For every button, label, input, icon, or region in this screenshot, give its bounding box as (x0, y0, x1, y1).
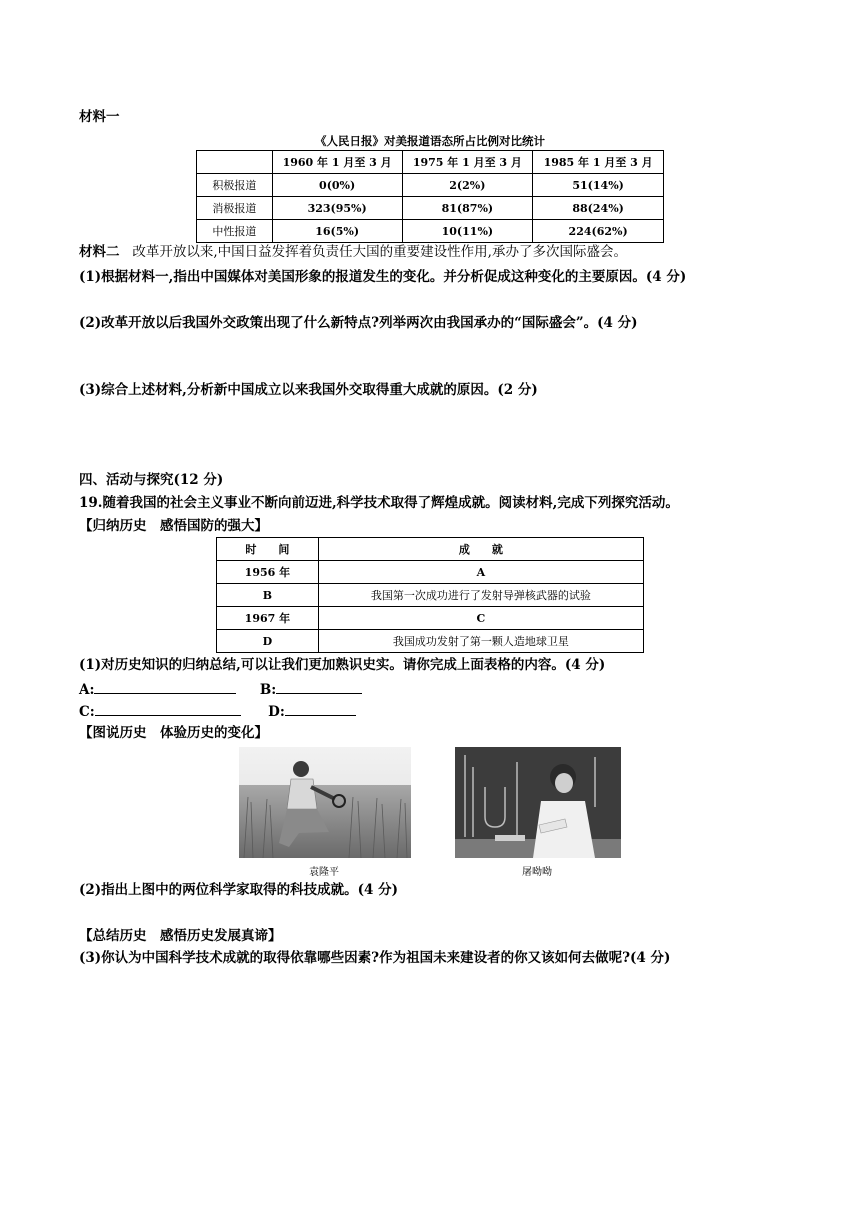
answer-row-ab (79, 680, 362, 699)
q19-part2: (2)指出上图中的两位科学家取得的科技成就。(4 分) (79, 882, 399, 898)
table-cell: 16(5%) (272, 220, 402, 243)
rice-scientist-photo (239, 747, 411, 858)
q19-intro: 19.随着我国的社会主义事业不断向前迈进,科学技术取得了辉煌成就。阅读材料,完成下列探究活动。 (79, 495, 679, 511)
q18-part3: (3)综合上述材料,分析新中国成立以来我国外交取得重大成就的原因。(2 分) (79, 382, 538, 398)
table-cell: 我国第一次成功进行了发射导弹核武器的试验 (318, 584, 643, 607)
part1-heading: 【归纳历史 感悟国防的强大】 (79, 518, 268, 534)
section4-title: 四、活动与探究(12 分) (79, 472, 224, 488)
lab-scientist-photo (455, 747, 621, 858)
table-cell: 1967 年 (217, 607, 319, 630)
table-cell: B (217, 584, 319, 607)
newspaper-stats-table (196, 150, 664, 243)
material2-label: 材料二 (79, 244, 120, 260)
table-row (217, 630, 644, 653)
table-cell: 224(62%) (533, 220, 664, 243)
table-cell: 我国成功发射了第一颗人造地球卫星 (318, 630, 643, 653)
table-header-cell: 成 就 (318, 538, 643, 561)
blank-a-field[interactable] (94, 680, 236, 694)
table-cell: 10(11%) (402, 220, 533, 243)
table-header-cell (197, 151, 273, 174)
table-cell: 51(14%) (533, 174, 664, 197)
table-row (217, 607, 644, 630)
material2 (79, 243, 627, 261)
table-row (197, 220, 664, 243)
table-cell: C (318, 607, 643, 630)
blank-b-label: B: (259, 682, 277, 698)
table-cell: 1956 年 (217, 561, 319, 584)
blank-d-label: D: (268, 704, 285, 720)
defense-achievements-table (216, 537, 644, 653)
q19-part3: (3)你认为中国科学技术成就的取得依靠哪些因素?作为祖国未来建设者的你又该如何去做呢?(4 分) (79, 950, 671, 966)
photo1-caption: 袁隆平 (309, 867, 339, 878)
table-row (217, 561, 644, 584)
table-header-row (197, 151, 664, 174)
table-header-cell: 1985 年 1 月至 3 月 (533, 151, 664, 174)
photo2-caption: 屠呦呦 (522, 867, 552, 878)
blank-d-field[interactable] (285, 702, 356, 716)
table-cell: 2(2%) (402, 174, 533, 197)
q19-part1: (1)对历史知识的归纳总结,可以让我们更加熟识史实。请你完成上面表格的内容。(4 分) (79, 657, 606, 673)
table-cell: A (318, 561, 643, 584)
table-header-cell: 1975 年 1 月至 3 月 (402, 151, 533, 174)
q18-part1: (1)根据材料一,指出中国媒体对美国形象的报道发生的变化。并分析促成这种变化的主要原因。(4 分) (79, 269, 687, 285)
answer-row-cd (79, 702, 356, 721)
table-cell: 88(24%) (533, 197, 664, 220)
material1-label: 材料一 (79, 109, 120, 125)
table-row (197, 174, 664, 197)
table-row (197, 197, 664, 220)
q18-part2: (2)改革开放以后我国外交政策出现了什么新特点?列举两次由我国承办的“国际盛会”。(4 分) (79, 315, 638, 331)
table-cell: D (217, 630, 319, 653)
blank-c-label: C: (79, 704, 95, 720)
table-cell: 81(87%) (402, 197, 533, 220)
material2-text: 改革开放以来,中国日益发挥着负责任大国的重要建设性作用,承办了多次国际盛会。 (132, 244, 627, 260)
table-header-cell: 时 间 (217, 538, 319, 561)
table-cell: 323(95%) (272, 197, 402, 220)
table-caption: 《人民日报》对美报道语态所占比例对比统计 (315, 134, 545, 148)
part3-heading: 【总结历史 感悟历史发展真谛】 (79, 928, 282, 944)
table-header-cell: 1960 年 1 月至 3 月 (272, 151, 402, 174)
part2-heading: 【图说历史 体验历史的变化】 (79, 725, 268, 741)
table-header-row (217, 538, 644, 561)
blank-c-field[interactable] (95, 702, 241, 716)
blank-b-field[interactable] (276, 680, 362, 694)
blank-a-label: A: (79, 682, 95, 698)
table-cell: 中性报道 (197, 220, 273, 243)
table-cell: 积极报道 (197, 174, 273, 197)
table-row (217, 584, 644, 607)
table-cell: 0(0%) (272, 174, 402, 197)
table-cell: 消极报道 (197, 197, 273, 220)
